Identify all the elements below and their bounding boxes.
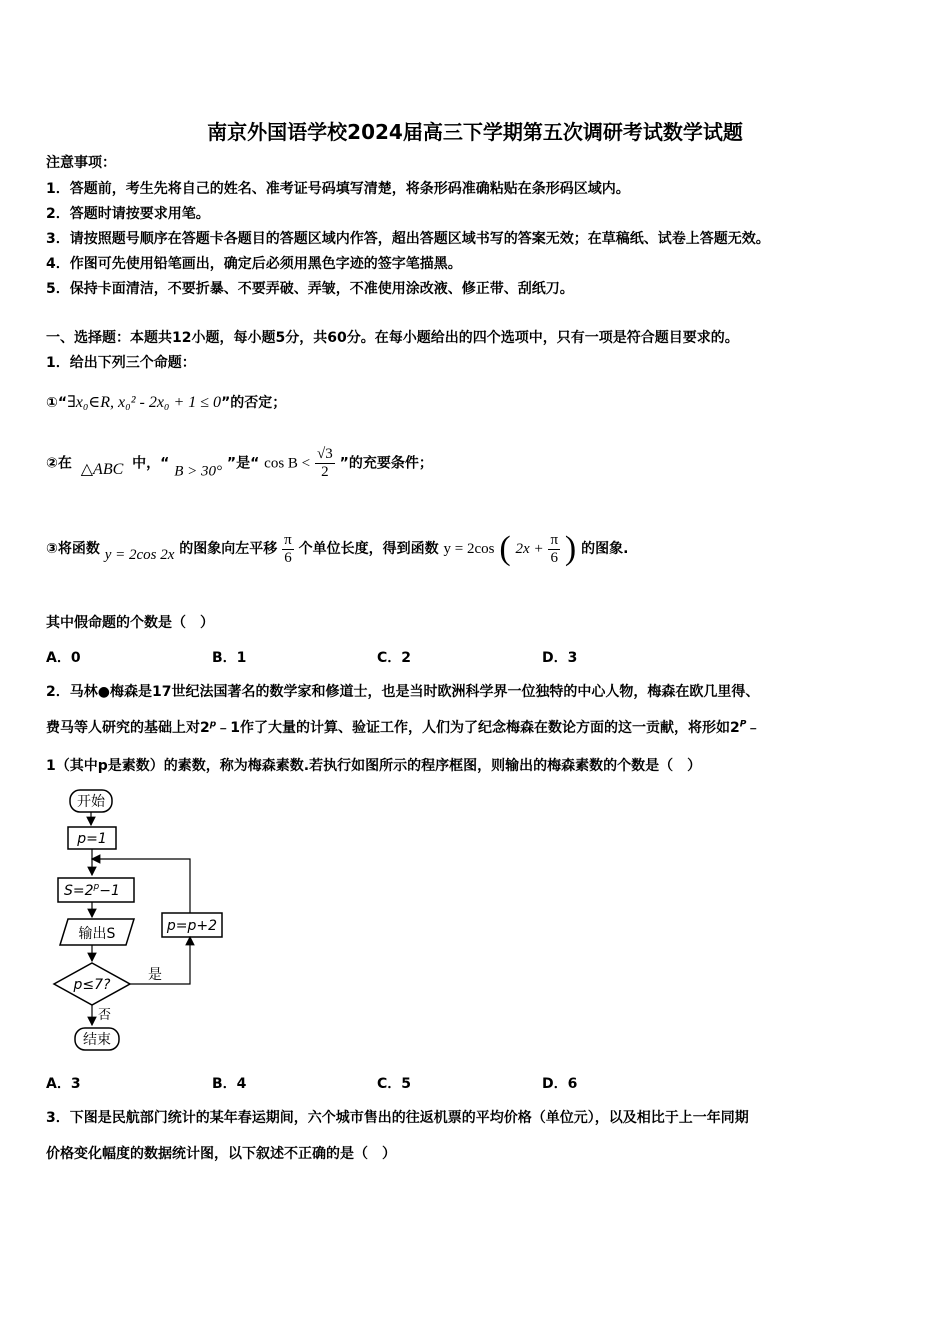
triangle-abc: △ABC [80,460,124,478]
decision-label: p≤7? [73,977,111,993]
start-label: 开始 [77,794,105,810]
fraction-denominator: 6 [284,549,292,566]
no-label: 否 [98,1008,112,1023]
question-2-line-2 [46,717,760,737]
fraction-numerator: √3 [317,446,333,462]
option-d: D．6 [542,1076,578,1092]
question-2-line-1: 2．马林●梅森是17世纪法国著名的数学家和修道士，也是当时欧洲科学界一位独特的中心人物，梅森在欧几里得、 [46,684,760,700]
proposition-2-suffix: ”的充要条件； [339,455,433,472]
text-run: 费马等人研究的基础上对2 [46,720,210,736]
yes-label: 是 [148,967,162,983]
sqrt3-over-2 [315,446,335,481]
superscript: p [209,719,217,730]
right-paren: ) [564,530,577,567]
notice-item: 5．保持卡面清洁，不要折暴、不要弄破、弄皱，不准使用涂改液、修正带、刮纸刀。 [46,281,574,297]
cos-b-label: cos B < [264,455,311,472]
proposition-2 [46,446,433,481]
proposition-2-mid2: ”是“ [226,455,260,472]
proposition-2-mid1: 中，“ [132,455,170,472]
text-run: ﹣1作了大量的计算、验证工作，人们为了纪念梅森在数论方面的这一贡献，将形如2 [216,720,740,736]
proposition-1 [46,392,286,412]
text-run: ﹣ [746,720,761,736]
proposition-1-prefix: ①“ [46,395,68,411]
proposition-2-prefix: ②在 [46,455,72,472]
left-paren: ( [499,530,511,567]
option-c: C．2 [377,650,412,666]
question-1-stem: 1．给出下列三个命题： [46,355,196,371]
proposition-1-suffix: ”的否定； [221,395,287,411]
function-2-inner: 2x + [515,541,544,557]
angle-condition: B > 30° [174,463,223,480]
init-label: p=1 [77,831,107,847]
question-3-line-1: 3．下图是民航部门统计的某年春运期间，六个城市售出的往返机票的平均价格（单位元），以及相比于上一年同期 [46,1110,749,1126]
option-d: D．3 [542,650,578,666]
assign-s: S=2 [64,883,94,899]
notice-item: 4．作图可先使用铅笔画出，确定后必须用黑色字迹的签字笔描黑。 [46,256,462,272]
section-heading: 一、选择题：本题共12小题，每小题5分，共60分。在每小题给出的四个选项中，只有一项是符合题目要求的。 [46,330,739,346]
fraction-numerator: π [550,531,559,548]
proposition-3-suffix: 的图象. [581,541,629,557]
assign-tail: −1 [99,883,120,899]
option-b: B．4 [212,1076,247,1092]
assign-label [64,882,120,899]
option-a: A．3 [46,1076,81,1092]
fraction-denominator: 6 [550,549,558,566]
output-label: 输出S [78,926,116,942]
question-3-line-2: 价格变化幅度的数据统计图，以下叙述不正确的是（ ） [46,1146,396,1162]
function-1: y = 2cos 2x [104,547,175,563]
proposition-3-mid2: 个单位长度，得到函数 [298,541,439,557]
function-2-left: y = 2cos [443,541,495,557]
question-2-line-3: 1（其中p是素数）的素数，称为梅森素数.若执行如图所示的程序框图，则输出的梅森素数的个数是（ ） [46,758,702,774]
fraction-numerator: π [284,531,292,548]
assign-sup: p [93,882,100,892]
option-c: C．5 [377,1076,412,1092]
proposition-3 [46,530,628,568]
update-label: p=p+2 [166,918,218,934]
notice-heading: 注意事项： [46,155,116,171]
proposition-3-mid1: 的图象向左平移 [179,541,278,557]
function-2-fraction [548,532,560,567]
notice-item: 2．答题时请按要求用笔。 [46,206,210,222]
superscript: P [739,719,747,730]
program-flowchart [50,785,240,1057]
end-label: 结束 [83,1032,111,1048]
page-title: 南京外国语学校2024届高三下学期第五次调研考试数学试题 [207,120,743,144]
shift-fraction [282,532,294,567]
fraction-denominator: 2 [321,464,329,480]
proposition-3-prefix: ③将函数 [46,541,100,557]
question-1-ask: 其中假命题的个数是（ ） [46,615,214,631]
option-b: B．1 [212,650,247,666]
option-a: A．0 [46,650,81,666]
notice-item: 3．请按照题号顺序在答题卡各题目的答题区域内作答，超出答题区域书写的答案无效；在草稿纸、试卷上答题无效。 [46,231,770,247]
notice-item: 1．答题前，考生先将自己的姓名、准考证号码填写清楚，将条形码准确粘贴在条形码区域内。 [46,181,630,197]
proposition-1-math: ∃x₀∈R, x₀² - 2x₀ + 1 ≤ 0 [67,394,222,411]
